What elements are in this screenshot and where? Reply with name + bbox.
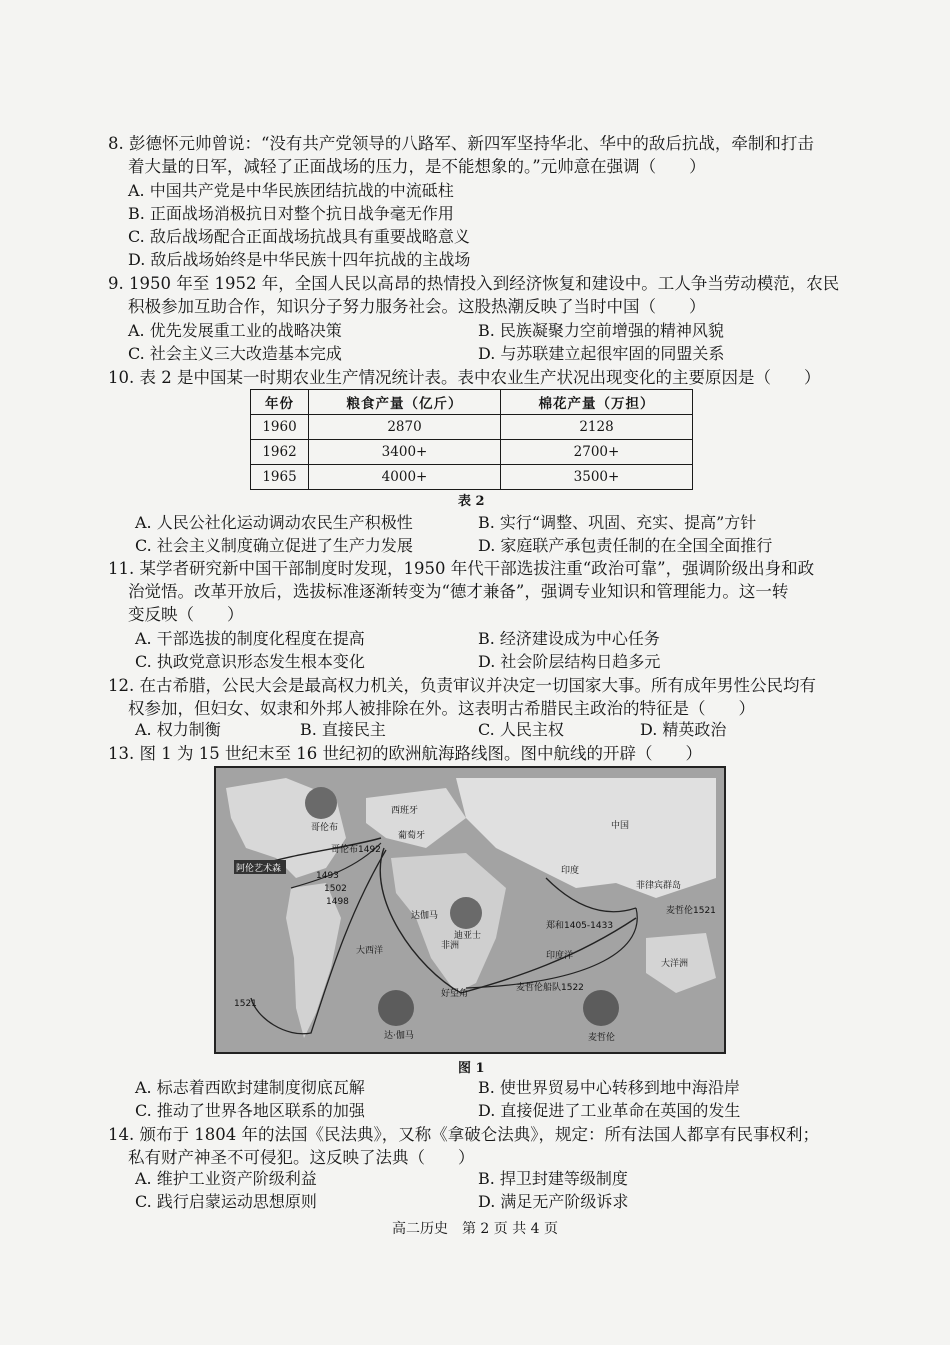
map-label: 1521 — [234, 999, 257, 1009]
table-cell: 4000+ — [309, 465, 501, 490]
question-10-option-d: D. 家庭联产承包责任制的在全国全面推行 — [478, 536, 773, 555]
question-10-stem: 10. 表 2 是中国某一时期农业生产情况统计表。表中农业生产状况出现变化的主要原因是（ ） — [108, 368, 821, 387]
question-11-stem-line-3: 变反映（ ） — [128, 605, 244, 624]
question-8-stem-line-1: 8. 彭德怀元帅曾说：“没有共产党领导的八路军、新四军坚持华北、华中的敌后抗战，牵制和打击 — [108, 134, 814, 153]
question-9-stem-line-1: 9. 1950 年至 1952 年，全国人民以高昂的热情投入到经济恢复和建设中。工人争当劳动模范，农民 — [108, 274, 840, 293]
question-14 — [108, 1123, 843, 1169]
question-12-stem-line-2: 权参加，但妇女、奴隶和外邦人被排除在外。这表明古希腊民主政治的特征是（ ） — [128, 699, 755, 718]
dias-portrait — [450, 897, 482, 929]
map-label: 迪亚士 — [454, 931, 482, 941]
question-8 — [108, 132, 843, 178]
table-header-cell: 棉花产量（万担） — [501, 390, 693, 415]
map-label: 麦哲伦 — [588, 1033, 616, 1043]
question-11-option-d: D. 社会阶层结构日趋多元 — [478, 652, 661, 671]
map-label: 1502 — [324, 884, 347, 894]
question-9-option-c: C. 社会主义三大改造基本完成 — [128, 344, 342, 363]
table-cell: 2128 — [501, 415, 693, 440]
question-8-option-a: A. 中国共产党是中华民族团结抗战的中流砥柱 — [128, 181, 454, 200]
question-12-option-c: C. 人民主权 — [478, 720, 564, 739]
question-9 — [108, 272, 843, 318]
da-gama-portrait — [378, 990, 414, 1026]
question-10 — [108, 366, 843, 389]
table-cell: 2700+ — [501, 440, 693, 465]
question-11-stem-line-1: 11. 某学者研究新中国干部制度时发现，1950 年代干部选拔注重“政治可靠”，强调阶级出身和政 — [108, 559, 815, 578]
map-label: 大洋洲 — [661, 959, 689, 969]
map-label: 好望角 — [441, 989, 469, 999]
map-label: 非洲 — [441, 941, 460, 951]
question-13-option-b: B. 使世界贸易中心转移到地中海沿岸 — [478, 1078, 740, 1097]
table-header-row — [251, 390, 693, 415]
map-label: 葡萄牙 — [398, 831, 426, 841]
question-12 — [108, 674, 843, 720]
figure-caption: 图 1 — [458, 1061, 485, 1076]
map-label: 印度洋 — [546, 951, 574, 961]
question-13-stem: 13. 图 1 为 15 世纪末至 16 世纪初的欧洲航海路线图。图中航线的开辟（ ） — [108, 744, 702, 763]
map-label: 哥伦布1492 — [331, 845, 381, 855]
question-12-option-b: B. 直接民主 — [300, 720, 386, 739]
table-cell: 3400+ — [309, 440, 501, 465]
question-14-option-d: D. 满足无产阶级诉求 — [478, 1192, 629, 1211]
question-11 — [108, 557, 843, 626]
question-14-stem-line-2: 私有财产神圣不可侵犯。这反映了法典（ ） — [128, 1148, 475, 1167]
question-13-option-c: C. 推动了世界各地区联系的加强 — [135, 1101, 365, 1120]
map-label: 1498 — [326, 897, 349, 907]
map-label: 中国 — [611, 821, 630, 831]
map-label: 哥伦布 — [311, 823, 339, 833]
question-8-option-b: B. 正面战场消极抗日对整个抗日战争毫无作用 — [128, 204, 454, 223]
question-14-option-b: B. 捍卫封建等级制度 — [478, 1169, 628, 1188]
question-11-option-b: B. 经济建设成为中心任务 — [478, 629, 660, 648]
table-caption: 表 2 — [458, 494, 485, 509]
map-label: 达伽马 — [411, 911, 439, 921]
map-label: 1493 — [316, 871, 339, 881]
question-13-option-d: D. 直接促进了工业革命在英国的发生 — [478, 1101, 741, 1120]
table-row — [251, 440, 693, 465]
question-13 — [108, 742, 843, 765]
table-row — [251, 415, 693, 440]
columbus-portrait — [305, 787, 337, 819]
map-label: 麦哲伦船队1522 — [516, 983, 584, 993]
world-map-illustration — [216, 768, 724, 1052]
table-cell: 1962 — [251, 440, 309, 465]
table-header-cell: 粮食产量（亿斤） — [309, 390, 501, 415]
magellan-portrait — [583, 990, 619, 1026]
question-9-option-d: D. 与苏联建立起很牢固的同盟关系 — [478, 344, 725, 363]
map-label: 大西洋 — [356, 946, 384, 956]
question-11-stem-line-2: 治觉悟。改革开放后，选拔标准逐渐转变为“德才兼备”，强调专业知识和管理能力。这一转 — [128, 582, 789, 601]
question-10-option-c: C. 社会主义制度确立促进了生产力发展 — [135, 536, 413, 555]
question-13-option-a: A. 标志着西欧封建制度彻底瓦解 — [135, 1078, 365, 1097]
table-cell: 2870 — [309, 415, 501, 440]
question-11-option-c: C. 执政党意识形态发生根本变化 — [135, 652, 365, 671]
map-label: 阿伦艺术森 — [236, 864, 282, 874]
map-label: 印度 — [561, 866, 580, 876]
question-14-option-a: A. 维护工业资产阶级利益 — [135, 1169, 317, 1188]
question-8-option-d: D. 敌后战场始终是中华民族十四年抗战的主战场 — [128, 250, 471, 269]
question-12-option-d: D. 精英政治 — [640, 720, 727, 739]
voyage-map-figure — [214, 766, 726, 1054]
table-cell: 3500+ — [501, 465, 693, 490]
question-9-option-b: B. 民族凝聚力空前增强的精神风貌 — [478, 321, 724, 340]
question-11-option-a: A. 干部选拔的制度化程度在提高 — [135, 629, 365, 648]
question-8-stem-line-2: 着大量的日军，减轻了正面战场的压力，是不能想象的。”元帅意在强调（ ） — [128, 157, 706, 176]
table-header-cell: 年份 — [251, 390, 309, 415]
question-12-stem-line-1: 12. 在古希腊，公民大会是最高权力机关，负责审议并决定一切国家大事。所有成年男性公民均有 — [108, 676, 816, 695]
map-label: 郑和1405-1433 — [546, 921, 614, 931]
question-9-stem-line-2: 积极参加互助合作，知识分子努力服务社会。这股热潮反映了当时中国（ ） — [128, 297, 706, 316]
question-10-option-b: B. 实行“调整、巩固、充实、提高”方针 — [478, 513, 757, 532]
question-12-option-a: A. 权力制衡 — [135, 720, 221, 739]
map-label: 菲律宾群岛 — [636, 881, 682, 891]
question-9-option-a: A. 优先发展重工业的战略决策 — [128, 321, 342, 340]
table-2 — [250, 389, 693, 490]
table-cell: 1960 — [251, 415, 309, 440]
question-8-option-c: C. 敌后战场配合正面战场抗战具有重要战略意义 — [128, 227, 470, 246]
map-label: 达·伽马 — [384, 1031, 414, 1041]
table-cell: 1965 — [251, 465, 309, 490]
question-14-stem-line-1: 14. 颁布于 1804 年的法国《民法典》，又称《拿破仑法典》，规定：所有法国人都享有民事权利； — [108, 1125, 819, 1144]
map-label: 麦哲伦1521 — [666, 906, 716, 916]
page-footer: 高二历史 第 2 页 共 4 页 — [391, 1221, 559, 1237]
question-14-option-c: C. 践行启蒙运动思想原则 — [135, 1192, 317, 1211]
map-label: 西班牙 — [391, 806, 419, 816]
table-row — [251, 465, 693, 490]
question-10-option-a: A. 人民公社化运动调动农民生产积极性 — [135, 513, 413, 532]
